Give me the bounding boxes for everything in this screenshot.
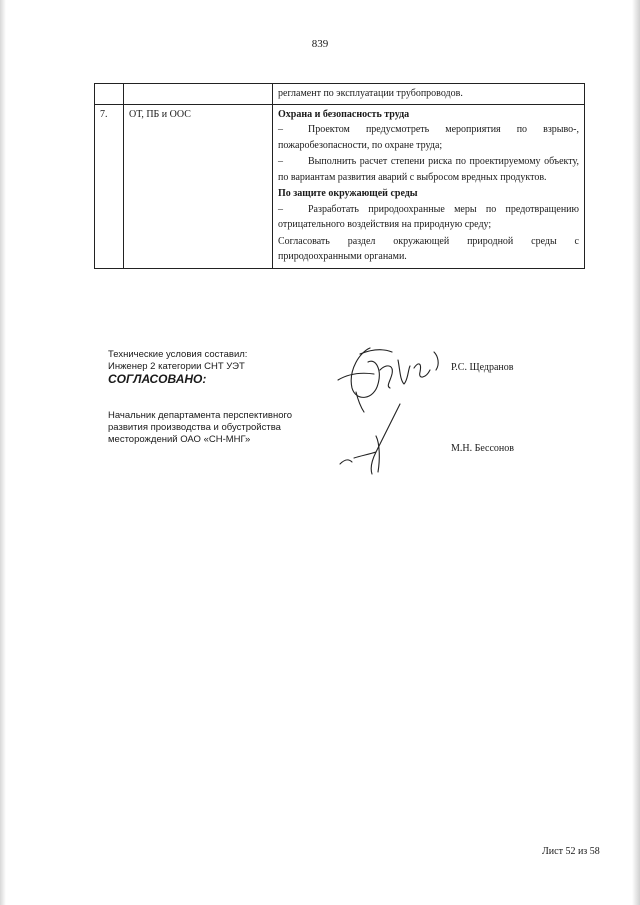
item-3 xyxy=(278,202,579,233)
author-line-1: Технические условия составил: xyxy=(108,349,248,360)
table-row-7 xyxy=(95,104,585,268)
dept-line-2: развития производства и обустройства xyxy=(108,421,281,433)
department-block xyxy=(108,410,292,446)
heading-safety: Охрана и безопасность труда xyxy=(278,108,410,120)
scan-edge-left xyxy=(0,0,6,905)
dept-line-1: Начальник департамента перспективного xyxy=(108,410,293,421)
row-content xyxy=(273,104,585,268)
item-2 xyxy=(278,154,579,185)
author-block xyxy=(108,349,247,373)
item-1 xyxy=(278,122,579,153)
item-1-text: Проектом предусмотреть мероприятия по взрыво-, пожаробезопасности, по охране труда; xyxy=(278,124,579,151)
dash-mark: – xyxy=(278,203,283,215)
approved-label: СОГЛАСОВАНО: xyxy=(108,372,207,386)
heading-environment: По защите окружающей среды xyxy=(278,188,418,199)
requirements-table xyxy=(94,83,585,269)
item-3-text: Разработать природоохранные меры по предотвращению отрицательного воздействия на природную среду; xyxy=(278,203,579,230)
dept-line-3: месторождений ОАО «СН-МНГ» xyxy=(108,433,251,445)
cell-empty-number xyxy=(95,84,124,105)
row-number: 7. xyxy=(95,104,124,268)
page-number: 839 xyxy=(311,38,329,50)
scan-edge-right xyxy=(632,0,640,905)
sheet-counter: Лист 52 из 58 xyxy=(542,846,600,857)
item-2-text: Выполнить расчет степени риска по проектируемому объекту, по вариантам развития аварий с выбросом вредных продуктов. xyxy=(278,156,579,183)
approver-signature xyxy=(330,400,420,480)
table-row-continuation xyxy=(95,84,585,105)
item-4: Согласовать раздел окружающей природной среды с природоохранными органами. xyxy=(278,235,579,262)
approver-name: М.Н. Бессонов xyxy=(451,443,514,454)
row-section: ОТ, ПБ и ООС xyxy=(124,104,273,268)
continuation-text: регламент по эксплуатации трубопроводов. xyxy=(273,84,585,105)
dash-mark: – xyxy=(278,156,283,167)
dash-mark: – xyxy=(278,124,283,135)
author-name: Р.С. Щедранов xyxy=(451,362,514,373)
author-line-2: Инженер 2 категории СНТ УЭТ xyxy=(108,360,245,372)
cell-empty-section xyxy=(124,84,273,105)
